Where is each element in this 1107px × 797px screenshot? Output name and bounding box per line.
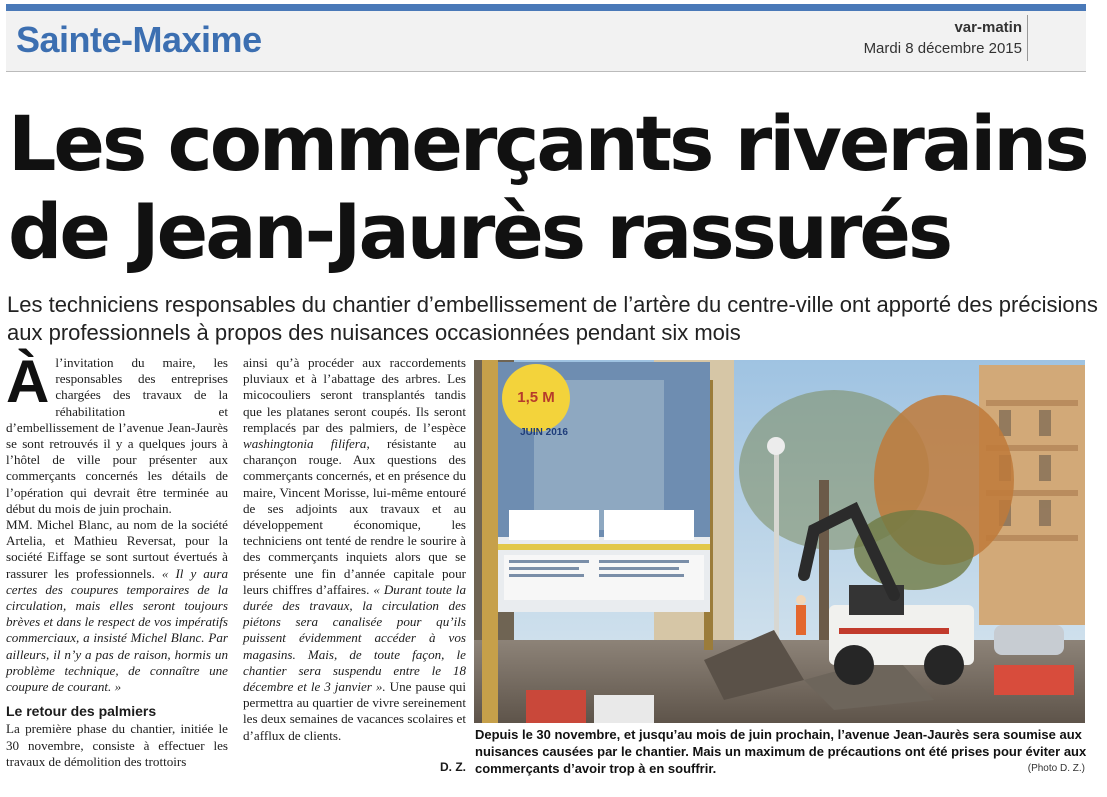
section-title: Sainte-Maxime: [16, 19, 262, 60]
article-column-2: [243, 355, 466, 744]
publication-date: Mardi 8 décembre 2015: [863, 40, 1022, 57]
paragraph-2: [6, 517, 228, 695]
article-photo: [474, 360, 1085, 723]
sign-amount: 1,5 M: [517, 389, 555, 406]
paragraph-1: l’invitation du maire, les responsables des entreprises chargées des travaux de la réhabilitation et d’embellissement de l’avenue Jean-Jaurès se sont retrouvés il y a quelques jours à l’hôtel de ville pour présenter aux commerçants concernés les détails de l’opération qui devrait être terminée au début du mois de juin prochain.: [6, 355, 228, 516]
top-color-bar: [6, 4, 1086, 11]
sign-date: JUIN 2016: [520, 427, 568, 438]
author-signature: D. Z.: [440, 760, 466, 774]
construction-site-photo: [474, 360, 1085, 723]
page-header: [6, 11, 1086, 72]
masthead: [864, 18, 1022, 60]
article-subheadline: Les techniciens responsables du chantier d’embellissement de l’artère du centre-ville ont apporté des précisions aux professionnels à propos des nuisances occasionnées pendant six mois: [7, 292, 1098, 345]
paragraph-4: [243, 355, 466, 744]
quote-2: « Durant toute la durée des travaux, la circulation des piétons sera canalisée pour qu’ils puissent évidemment accéder à vos magasins. Mais, de toute façon, le chantier sera suspendu entre le 18 décembre et le 3 janvier ».: [243, 581, 466, 695]
drop-cap: À: [6, 348, 50, 415]
paragraph-4b: , résistante au charançon rouge. Aux questions des commerçants concernés, et en présence du maire, Vincent Morisse, lui-même entouré de ses adjoints aux travaux et au développement économique, les techniciens ont tenté de rendre le sourire à des commerçants inquiets alors que se présente une fin d’année capitale pour leurs chiffres d’affaires.: [243, 436, 466, 597]
headline-line-1: Les commerçants riverains: [8, 99, 1087, 188]
intertitle: Le retour des palmiers: [6, 703, 157, 720]
quote-1: « Il y aura certes des coupures temporaires de la circulation, mais elles seront toujours brèves et dans le respect de vos impératifs commerciaux, a insisté Michel Blanc. Par ailleurs, il n’y a pas de raison, hormis un problème technique, de connaître une coupure de courant. »: [6, 565, 228, 695]
photo-credit: (Photo D. Z.): [1027, 763, 1085, 774]
header-divider: [1027, 15, 1028, 61]
article-column-1: [6, 348, 228, 770]
article-headline: [8, 100, 1103, 276]
paragraph-2-text: MM. Michel Blanc, au nom de la société Artelia, et Mathieu Reversat, pour la société Eiffage se sont surtout évertués à rassurer les professionnels.: [6, 517, 228, 581]
paragraph-4a: ainsi qu’à procéder aux raccordements pluviaux et à l’abattage des arbres. Les micocouliers seront transplantés tandis que les platanes seront coupés. Ils seront remplacés par des palmiers, de l’espèce: [243, 355, 466, 435]
headline-line-2: de Jean-Jaurès rassurés: [8, 187, 951, 276]
photo-caption: Depuis le 30 novembre, et jusqu’au mois de juin prochain, l’avenue Jean-Jaurès sera soumise aux nuisances causées par le chantier. Mais un maximum de précautions ont été prises pour éviter aux commerçants d’avoir trop à en souffrir.: [475, 727, 1087, 776]
newspaper-name: var-matin: [954, 19, 1022, 36]
paragraph-5: Une pause qui permettra au quartier de vivre sereinement les deux semaines de vacances scolaires et d’afflux de clients.: [243, 679, 466, 743]
paragraph-3: La première phase du chantier, initiée le 30 novembre, consiste à effectuer les travaux de démolition des trottoirs: [6, 721, 228, 769]
species-name: washingtonia filifera: [243, 436, 367, 452]
